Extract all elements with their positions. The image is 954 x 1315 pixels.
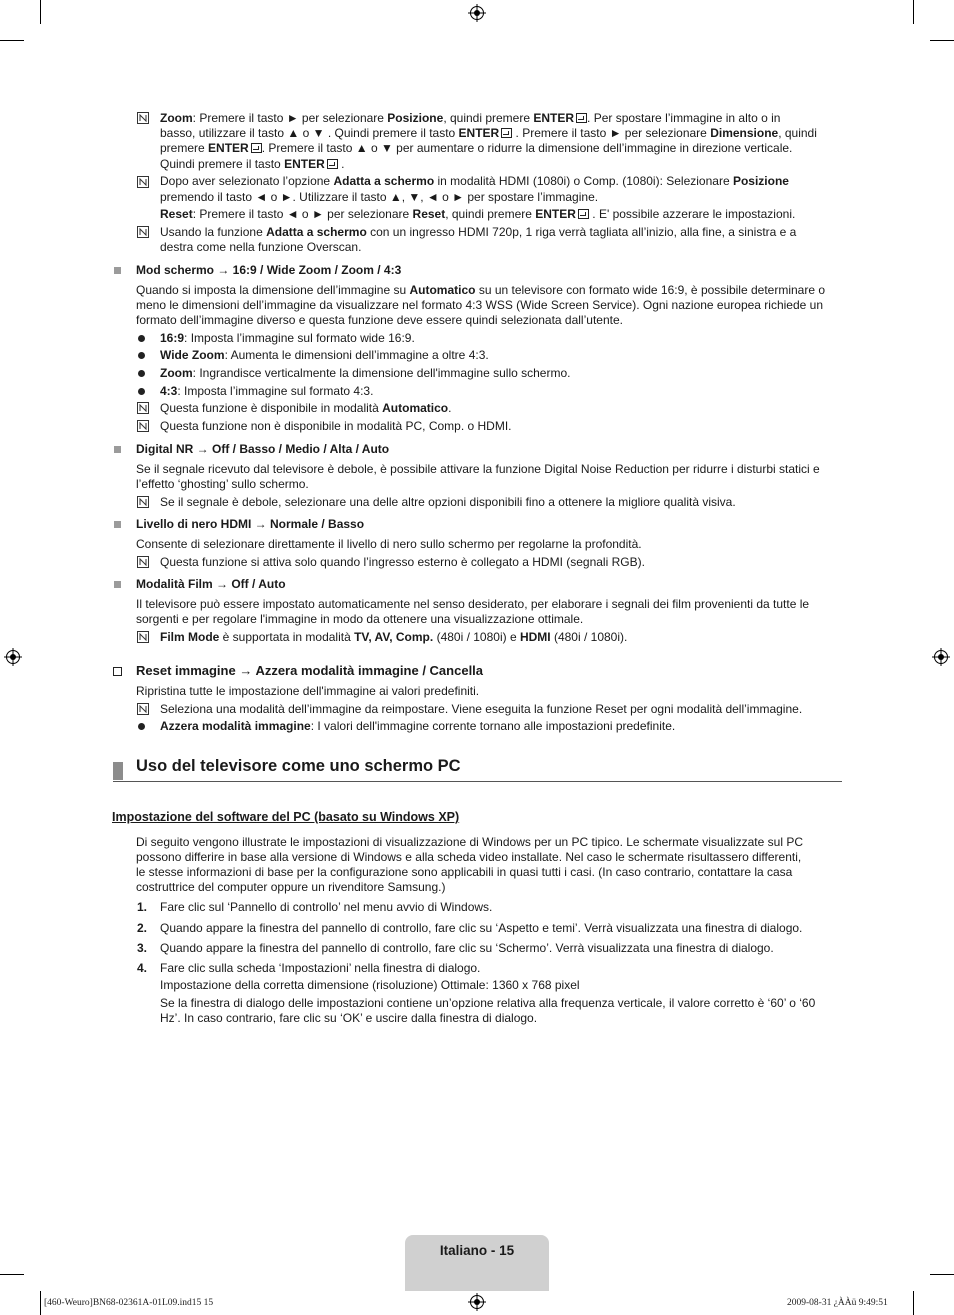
reset-immagine-text: Ripristina tutte le impostazione dell'immagine ai valori predefiniti. bbox=[136, 684, 480, 698]
section-intro-4: costruttrice del computer oppure un rivenditore Samsung.) bbox=[136, 880, 446, 894]
page-number: Italiano - 15 bbox=[439, 1243, 515, 1258]
bullet-icon bbox=[138, 370, 145, 377]
reset-immagine-title: Reset immagine → Azzera modalità immagine / Cancella bbox=[136, 663, 484, 678]
checkbox-square-icon bbox=[113, 667, 122, 676]
section-title: Uso del televisore come uno schermo PC bbox=[136, 757, 461, 775]
step-number: 2. bbox=[137, 921, 148, 935]
registration-mark-icon bbox=[468, 4, 486, 22]
adatta-note-line-2: premendo il tasto ◄ o ►. Utilizzare il tasto ▲, ▼, ◄ o ► per spostare l’immagine. bbox=[160, 190, 599, 204]
section-square-icon bbox=[114, 521, 121, 528]
mod-schermo-text-2: meno le dimensioni dell’immagine da visualizzare nel formato 4:3 WSS (Wide Screen Service). Ogni nazione europea richiede un bbox=[136, 298, 824, 312]
hdmi-note-line-1: Usando la funzione Adatta a schermo con un ingresso HDMI 720p, 1 riga verrà tagliata all’inizio, alla fine, a sinistra e a bbox=[160, 225, 797, 239]
bullet-icon bbox=[138, 352, 145, 359]
digital-nr-note: Se il segnale è debole, selezionare una delle altre opzioni disponibili fino a ottenere la migliore qualità visiva. bbox=[160, 495, 736, 509]
step-4-frequency-2: Hz’. In caso contrario, fare clic su ‘OK’ e uscire dalla finestra di dialogo. bbox=[160, 1011, 538, 1025]
step-4-resolution: Impostazione della corretta dimensione (risoluzione) Ottimale: 1360 x 768 pixel bbox=[160, 978, 580, 992]
crop-mark bbox=[930, 40, 954, 41]
crop-mark bbox=[930, 1274, 954, 1275]
registration-mark-icon bbox=[4, 648, 22, 666]
adatta-note-line-3: Reset: Premere il tasto ◄ o ► per selezionare Reset, quindi premere ENTER . E' possibile azzerare le impostazioni. bbox=[160, 207, 796, 221]
livello-nero-note: Questa funzione si attiva solo quando l’ingresso esterno è collegato a HDMI (segnali RGB). bbox=[160, 555, 645, 569]
livello-nero-title: Livello di nero HDMI → Normale / Basso bbox=[136, 517, 365, 531]
hdmi-note-line-2: destra come nella funzione Overscan. bbox=[160, 240, 362, 254]
mod-schermo-bullet-169: 16:9: Imposta l’immagine sul formato wide 16:9. bbox=[160, 331, 415, 345]
section-intro-1: Di seguito vengono illustrate le impostazioni di visualizzazione di Windows per un PC tipico. Le schermate visualizzate sul PC bbox=[136, 835, 803, 849]
step-number: 4. bbox=[137, 961, 148, 975]
section-square-icon bbox=[114, 581, 121, 588]
section-square-icon bbox=[114, 267, 121, 274]
digital-nr-text-1: Se il segnale ricevuto dal televisore è debole, è possibile attivare la funzione Digital Noise Reduction per ridurre i disturbi statici e bbox=[136, 462, 820, 476]
enter-icon bbox=[576, 113, 587, 123]
note-icon bbox=[137, 496, 149, 508]
reset-immagine-note: Seleziona una modalità dell’immagine da reimpostare. Viene eseguita la funzione Reset per ogni modalità dell’immagine. bbox=[160, 702, 803, 716]
adatta-note-line-1: Dopo aver selezionato l’opzione Adatta a schermo in modalità HDMI (1080i) o Comp. (1080i): Selezionare Posizione bbox=[160, 174, 789, 188]
mod-schermo-title: Mod schermo → 16:9 / Wide Zoom / Zoom / 4:3 bbox=[136, 263, 402, 277]
crop-mark bbox=[913, 0, 914, 24]
bullet-icon bbox=[138, 335, 145, 342]
section-square-icon bbox=[114, 446, 121, 453]
crop-mark bbox=[40, 1291, 41, 1315]
note-icon bbox=[137, 631, 149, 643]
mod-schermo-bullet-43: 4:3: Imposta l’immagine sul formato 4:3. bbox=[160, 384, 374, 398]
note-icon bbox=[137, 176, 149, 188]
reset-immagine-bullet: Azzera modalità immagine: I valori dell'immagine corrente tornano alle impostazioni predefinite. bbox=[160, 719, 676, 733]
print-slug-right: 2009-08-31 ¿ÀÀü 9:49:51 bbox=[787, 1298, 888, 1308]
registration-mark-icon bbox=[468, 1293, 486, 1311]
heading-bar-icon bbox=[113, 762, 123, 780]
mod-schermo-note-1: Questa funzione è disponibile in modalità Automatico. bbox=[160, 401, 452, 415]
modalita-film-note: Film Mode è supportata in modalità TV, AV, Comp. (480i / 1080i) e HDMI (480i / 1080i). bbox=[160, 630, 628, 644]
step-number: 3. bbox=[137, 941, 148, 955]
mod-schermo-text-3: formato dell’immagine diverso e questa funzione deve essere quindi selezionata dall’utente. bbox=[136, 313, 623, 327]
crop-mark bbox=[0, 1274, 24, 1275]
section-intro-3: le stesse informazioni di base per la configurazione sono applicabili in quasi tutti i casi. (In caso contrario, contattare la casa bbox=[136, 865, 793, 879]
modalita-film-text-1: Il televisore può essere impostato automaticamente nel senso desiderato, per elaborare i segnali dei film provenienti da tutte le bbox=[136, 597, 810, 611]
enter-icon bbox=[251, 143, 262, 153]
section-rule bbox=[113, 781, 842, 782]
note-icon bbox=[137, 226, 149, 238]
step-4: Fare clic sulla scheda ‘Impostazioni’ nella finestra di dialogo. bbox=[160, 961, 481, 975]
zoom-note-line-2: basso, utilizzare il tasto ▲ o ▼ . Quindi premere il tasto ENTER . Premere il tasto ► per selezionare Dimensione, quindi bbox=[160, 126, 817, 140]
digital-nr-title: Digital NR → Off / Basso / Medio / Alta / Auto bbox=[136, 442, 390, 456]
enter-icon bbox=[578, 209, 589, 219]
note-icon bbox=[137, 420, 149, 432]
enter-icon bbox=[501, 128, 512, 138]
zoom-note-line-4: Quindi premere il tasto ENTER . bbox=[160, 157, 345, 171]
step-number: 1. bbox=[137, 900, 148, 914]
crop-mark bbox=[913, 1291, 914, 1315]
note-icon bbox=[137, 703, 149, 715]
section-subtitle: Impostazione del software del PC (basato su Windows XP) bbox=[112, 810, 460, 824]
section-intro-2: possono differire in base alla versione di Windows e alla scheda video installate. Nel caso le schermate risultassero differenti, bbox=[136, 850, 802, 864]
note-icon bbox=[137, 402, 149, 414]
note-icon bbox=[137, 112, 149, 124]
crop-mark bbox=[0, 40, 24, 41]
step-3: Quando appare la finestra del pannello di controllo, fare clic su ‘Schermo’. Verrà visualizzata una finestra di dialogo. bbox=[160, 941, 774, 955]
print-slug-left: [460-Weuro]BN68-02361A-01L09.ind15 15 bbox=[44, 1298, 214, 1308]
zoom-note-line-3: premere ENTER . Premere il tasto ▲ o ▼ per aumentare o ridurre la dimensione dell’immagine in direzione verticale. bbox=[160, 141, 793, 155]
mod-schermo-bullet-zoom: Zoom: Ingrandisce verticalmente la dimensione dell'immagine sullo schermo. bbox=[160, 366, 571, 380]
modalita-film-title: Modalità Film → Off / Auto bbox=[136, 577, 286, 591]
livello-nero-text: Consente di selezionare direttamente il livello di nero sullo schermo per regolarne la profondità. bbox=[136, 537, 642, 551]
step-1: Fare clic sul ‘Pannello di controllo’ nel menu avvio di Windows. bbox=[160, 900, 493, 914]
modalita-film-text-2: sorgenti e per regolare l'immagine in modo da ottenere una visualizzazione ottimale. bbox=[136, 612, 584, 626]
registration-mark-icon bbox=[932, 648, 950, 666]
mod-schermo-bullet-widezoom: Wide Zoom: Aumenta le dimensioni dell’immagine a oltre 4:3. bbox=[160, 348, 489, 362]
digital-nr-text-2: l’effetto ‘ghosting’ sullo schermo. bbox=[136, 477, 309, 491]
mod-schermo-text-1: Quando si imposta la dimensione dell’immagine su Automatico su un televisore con formato wide 16:9, è possibile determinare o bbox=[136, 283, 826, 297]
zoom-note-line-1: Zoom: Premere il tasto ► per selezionare Posizione, quindi premere ENTER . Per spostare l’immagine in alto o in bbox=[160, 111, 781, 125]
bullet-icon bbox=[138, 723, 145, 730]
step-2: Quando appare la finestra del pannello di controllo, fare clic su ‘Aspetto e temi’. Verrà visualizzata una finestra di dialogo. bbox=[160, 921, 803, 935]
mod-schermo-note-2: Questa funzione non è disponibile in modalità PC, Comp. o HDMI. bbox=[160, 419, 512, 433]
bullet-icon bbox=[138, 388, 145, 395]
enter-icon bbox=[327, 159, 338, 169]
note-icon bbox=[137, 556, 149, 568]
step-4-frequency-1: Se la finestra di dialogo delle impostazioni contiene un’opzione relativa alla frequenza verticale, il valore corretto è ‘60’ o ‘60 bbox=[160, 996, 816, 1010]
crop-mark bbox=[40, 0, 41, 24]
